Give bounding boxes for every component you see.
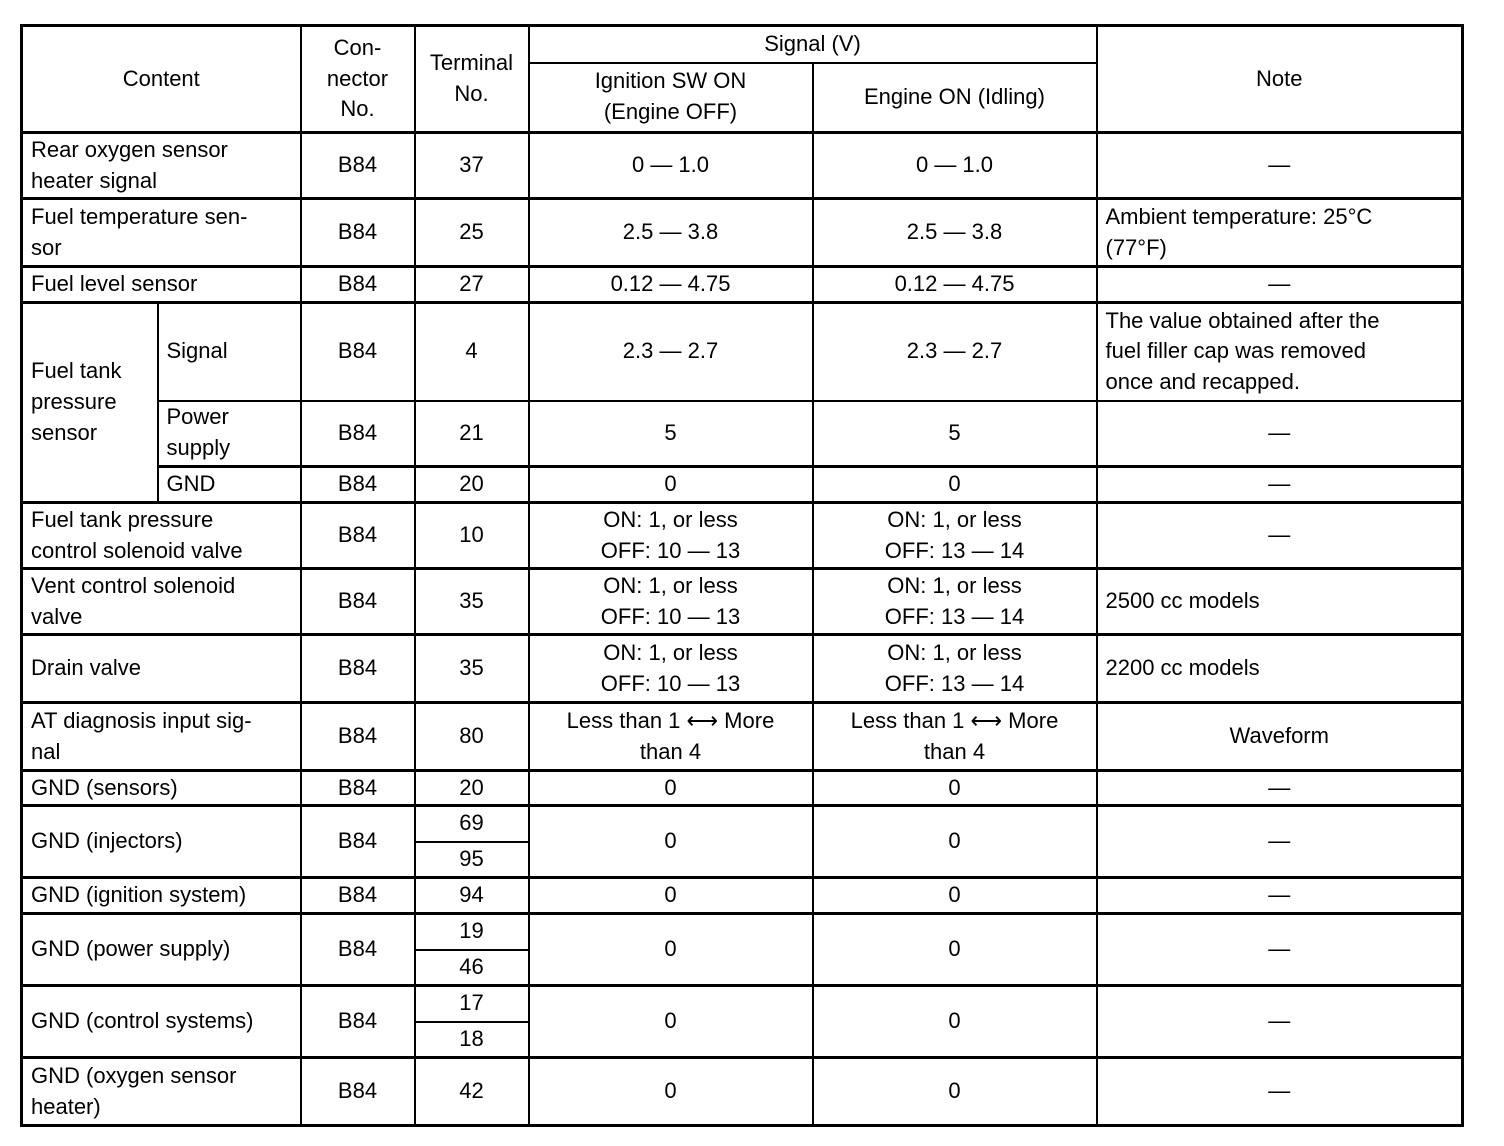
row-terminal: 35 [415, 569, 529, 635]
row-connector: B84 [301, 503, 415, 569]
row-content: Fuel temperature sen- sor [22, 199, 301, 267]
row-note: — [1097, 771, 1463, 806]
table-row [22, 199, 1463, 267]
table-row [22, 303, 1463, 401]
row-engine-value: 0.12 — 4.75 [813, 267, 1097, 303]
row-engine-value: ON: 1, or less OFF: 13 — 14 [813, 503, 1097, 569]
row-ign-value: 0 [529, 986, 813, 1058]
row-ign-value: ON: 1, or less OFF: 10 — 13 [529, 569, 813, 635]
row-content: GND (injectors) [22, 806, 301, 878]
row-ign-value: ON: 1, or less OFF: 10 — 13 [529, 635, 813, 703]
row-terminal: 19 [415, 914, 529, 950]
row-content: Fuel level sensor [22, 267, 301, 303]
row-terminal: 42 [415, 1058, 529, 1126]
row-ign-value: 2.5 — 3.8 [529, 199, 813, 267]
row-ign-value: ON: 1, or less OFF: 10 — 13 [529, 503, 813, 569]
row-note: — [1097, 986, 1463, 1058]
row-connector: B84 [301, 267, 415, 303]
row-ign-value: 2.3 — 2.7 [529, 303, 813, 401]
row-ign-value: 0 [529, 806, 813, 878]
row-terminal: 27 [415, 267, 529, 303]
row-content: GND (ignition system) [22, 878, 301, 914]
row-terminal: 46 [415, 950, 529, 986]
row-ign-value: 0 [529, 1058, 813, 1126]
table-row [22, 503, 1463, 569]
row-terminal: 17 [415, 986, 529, 1022]
table-row [22, 133, 1463, 199]
row-note: — [1097, 503, 1463, 569]
table-row [22, 401, 1463, 467]
row-note: — [1097, 1058, 1463, 1126]
table-row [22, 986, 1463, 1022]
row-content: Rear oxygen sensor heater signal [22, 133, 301, 199]
row-terminal: 80 [415, 703, 529, 771]
row-connector: B84 [301, 133, 415, 199]
row-engine-value: 0 [813, 806, 1097, 878]
row-terminal: 18 [415, 1022, 529, 1058]
row-content: Vent control solenoid valve [22, 569, 301, 635]
row-engine-value: ON: 1, or less OFF: 13 — 14 [813, 635, 1097, 703]
row-terminal: 95 [415, 842, 529, 878]
row-connector: B84 [301, 771, 415, 806]
row-engine-value: 0 — 1.0 [813, 133, 1097, 199]
row-content: AT diagnosis input sig- nal [22, 703, 301, 771]
row-ign-value: 5 [529, 401, 813, 467]
row-note: — [1097, 806, 1463, 878]
table-row [22, 467, 1463, 503]
row-terminal: 4 [415, 303, 529, 401]
row-terminal: 25 [415, 199, 529, 267]
signal-spec-table [20, 24, 1464, 1127]
row-group-fuel-tank-pressure-sensor: Fuel tank pressure sensor [22, 303, 158, 503]
row-connector: B84 [301, 1058, 415, 1126]
row-sub-content: GND [158, 467, 301, 503]
row-ign-value: 0 [529, 914, 813, 986]
row-engine-value: 0 [813, 878, 1097, 914]
row-engine-value: 0 [813, 986, 1097, 1058]
row-engine-value: 0 [813, 771, 1097, 806]
table-row [22, 771, 1463, 806]
row-terminal: 35 [415, 635, 529, 703]
row-terminal: 37 [415, 133, 529, 199]
row-note: — [1097, 878, 1463, 914]
row-engine-value: ON: 1, or less OFF: 13 — 14 [813, 569, 1097, 635]
row-terminal: 94 [415, 878, 529, 914]
table-row [22, 267, 1463, 303]
row-content: Fuel tank pressure control solenoid valve [22, 503, 301, 569]
row-note: — [1097, 267, 1463, 303]
row-content: GND (control systems) [22, 986, 301, 1058]
header-engine-on: Engine ON (Idling) [813, 63, 1097, 133]
row-engine-value: 5 [813, 401, 1097, 467]
row-terminal: 21 [415, 401, 529, 467]
row-note: — [1097, 467, 1463, 503]
header-row [22, 26, 1463, 63]
row-connector: B84 [301, 199, 415, 267]
row-content: GND (sensors) [22, 771, 301, 806]
row-note: Waveform [1097, 703, 1463, 771]
row-note: 2500 cc models [1097, 569, 1463, 635]
header-content: Content [22, 26, 301, 133]
table-row [22, 635, 1463, 703]
header-signal: Signal (V) [529, 26, 1097, 63]
row-connector: B84 [301, 569, 415, 635]
table-row [22, 806, 1463, 842]
row-connector: B84 [301, 806, 415, 878]
row-engine-value: 0 [813, 914, 1097, 986]
table-row [22, 1058, 1463, 1126]
row-engine-value: 2.3 — 2.7 [813, 303, 1097, 401]
row-connector: B84 [301, 303, 415, 401]
row-engine-value: 0 [813, 467, 1097, 503]
row-ign-value: 0 [529, 771, 813, 806]
table-row [22, 569, 1463, 635]
row-connector: B84 [301, 986, 415, 1058]
row-ign-value: 0 [529, 467, 813, 503]
row-note: 2200 cc models [1097, 635, 1463, 703]
header-connector: Con- nector No. [301, 26, 415, 133]
row-note: — [1097, 914, 1463, 986]
row-note: — [1097, 133, 1463, 199]
row-engine-value: 0 [813, 1058, 1097, 1126]
row-connector: B84 [301, 635, 415, 703]
row-note: Ambient temperature: 25°C (77°F) [1097, 199, 1463, 267]
row-engine-value: Less than 1 ⟷ More than 4 [813, 703, 1097, 771]
header-note: Note [1097, 26, 1463, 133]
row-terminal: 20 [415, 467, 529, 503]
row-connector: B84 [301, 914, 415, 986]
table-row [22, 914, 1463, 950]
row-sub-content: Power supply [158, 401, 301, 467]
row-connector: B84 [301, 703, 415, 771]
row-connector: B84 [301, 401, 415, 467]
table-row [22, 878, 1463, 914]
row-ign-value: 0.12 — 4.75 [529, 267, 813, 303]
row-content: GND (power supply) [22, 914, 301, 986]
row-content: Drain valve [22, 635, 301, 703]
header-terminal: Terminal No. [415, 26, 529, 133]
row-note: The value obtained after the fuel filler cap was removed once and recapped. [1097, 303, 1463, 401]
row-connector: B84 [301, 878, 415, 914]
table-row [22, 703, 1463, 771]
row-sub-content: Signal [158, 303, 301, 401]
row-terminal: 69 [415, 806, 529, 842]
row-content: GND (oxygen sensor heater) [22, 1058, 301, 1126]
row-terminal: 10 [415, 503, 529, 569]
row-connector: B84 [301, 467, 415, 503]
row-ign-value: 0 — 1.0 [529, 133, 813, 199]
row-terminal: 20 [415, 771, 529, 806]
row-note: — [1097, 401, 1463, 467]
row-ign-value: 0 [529, 878, 813, 914]
header-ignition-sw-on: Ignition SW ON (Engine OFF) [529, 63, 813, 133]
row-ign-value: Less than 1 ⟷ More than 4 [529, 703, 813, 771]
row-engine-value: 2.5 — 3.8 [813, 199, 1097, 267]
